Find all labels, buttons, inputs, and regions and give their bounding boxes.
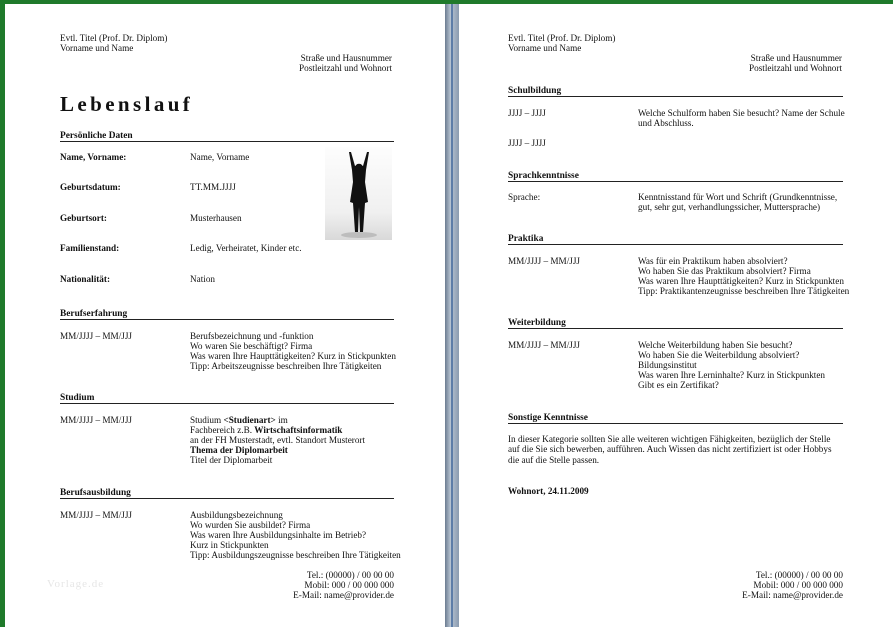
header-name-line: Vorname und Name [60,43,134,53]
header-city: Postleitzahl und Wohnort [749,63,842,73]
personal-value-name: Name, Vorname [190,152,250,162]
further-line-5: Gibt es ein Zertifikat? [638,380,719,390]
study-line-2 [190,425,342,435]
school-text-1: Welche Schulform haben Sie besucht? Name der Schule und Abschluss. [638,108,845,129]
header-street: Straße und Hausnummer [300,53,392,63]
footer-email: E-Mail: name@provider.de [742,590,843,600]
study-line-3: an der FH Musterstadt, evtl. Standort Musterort [190,435,366,445]
section-heading-school: Schulbildung [508,86,562,96]
study-date: MM/JJJJ – MM/JJJ [60,415,132,425]
study-line-1c: im [275,415,288,425]
footer-tel: Tel.: (00000) / 00 00 00 [306,570,394,580]
section-rule [60,403,394,404]
section-rule [508,423,843,424]
header-title-line: Evtl. Titel (Prof. Dr. Diplom) [60,33,168,43]
further-line-3: Bildungsinstitut [638,360,697,370]
section-rule [508,244,843,245]
experience-line-3: Was waren Ihre Haupttätigkeiten? Kurz in Stickpunkten [190,351,396,361]
study-line-1a: Studium [190,415,224,425]
school-date-2: JJJJ – JJJJ [508,138,546,148]
place-date: Wohnort, 24.11.2009 [508,486,589,496]
section-heading-further: Weiterbildung [508,318,566,328]
training-line-3: Was waren Ihre Ausbildungsinhalte im Betrieb? [190,530,367,540]
section-rule [60,498,394,499]
training-date: MM/JJJJ – MM/JJJ [60,510,132,520]
further-line-2: Wo haben Sie die Weiterbildung absolviert? [638,350,800,360]
internship-date: MM/JJJJ – MM/JJJ [508,256,580,266]
training-line-4: Kurz in Stickpunkten [190,540,269,550]
experience-date: MM/JJJJ – MM/JJJ [60,331,132,341]
section-heading-study: Studium [60,393,95,403]
section-heading-languages: Sprachkenntnisse [508,171,579,181]
page-left [5,4,445,627]
further-date: MM/JJJJ – MM/JJJ [508,340,580,350]
footer-mobil: Mobil: 000 / 00 000 000 [753,580,843,590]
personal-label-marital: Familienstand: [60,243,120,253]
personal-label-name: Name, Vorname: [60,152,127,162]
other-text: In dieser Kategorie sollten Sie alle weiteren wichtigen Fähigkeiten, bezüglich der Stelle auf die Sie sich bewerben, aufführen. Auch Wissen das nicht zertifiziert ist oder Hobbys die auf die Stelle passen. [508,434,832,465]
person-silhouette-icon [325,147,392,240]
section-rule [508,96,843,97]
experience-line-1: Berufsbezeichnung und -funktion [190,331,314,341]
further-line-1: Welche Weiterbildung haben Sie besucht? [638,340,793,350]
section-rule [60,319,394,320]
internship-line-3: Was waren Ihre Haupttätigkeiten? Kurz in Stickpunkten [638,276,844,286]
section-rule [60,141,394,142]
study-field: Wirtschaftsinformatik [254,425,343,435]
section-heading-experience: Berufserfahrung [60,309,128,319]
internship-line-4: Tipp: Praktikantenzeugnisse beschreiben Ihre Tätigkeiten [638,286,850,296]
profile-photo [325,147,392,240]
page-right [459,4,893,627]
study-line-1 [190,415,288,425]
internship-line-1: Was für ein Praktikum haben absolviert? [638,256,788,266]
header-street: Straße und Hausnummer [750,53,842,63]
watermark: Vorlage.de [47,578,105,590]
section-rule [508,328,843,329]
study-line-2a: Fachbereich z.B. [190,425,255,435]
personal-label-birthplace: Geburtsort: [60,213,107,223]
experience-line-4: Tipp: Arbeitszeugnisse beschreiben Ihre Tätigkeiten [190,361,382,371]
study-line-5: Titel der Diplomarbeit [190,455,273,465]
study-type: <Studienart> [223,415,276,425]
footer-tel: Tel.: (00000) / 00 00 00 [755,570,843,580]
footer-email: E-Mail: name@provider.de [293,590,394,600]
section-heading-internships: Praktika [508,234,544,244]
document-title: Lebenslauf [60,92,194,116]
footer-mobil: Mobil: 000 / 00 000 000 [304,580,394,590]
section-heading-personal: Persönliche Daten [60,131,133,141]
personal-label-birthdate: Geburtsdatum: [60,182,121,192]
study-line-4: Thema der Diplomarbeit [190,445,288,455]
personal-value-birthplace: Musterhausen [190,213,242,223]
page-divider [451,4,453,627]
personal-label-nationality: Nationalität: [60,274,111,284]
language-text: Kenntnisstand für Wort und Schrift (Grundkenntnisse, gut, sehr gut, verhandlungssicher, Muttersprache) [638,192,838,213]
school-date-1: JJJJ – JJJJ [508,108,546,118]
personal-value-birthdate: TT.MM.JJJJ [190,182,236,192]
internship-line-2: Wo haben Sie das Praktikum absolviert? Firma [638,266,811,276]
training-line-2: Wo wurden Sie ausbildet? Firma [190,520,311,530]
section-rule [508,181,843,182]
training-line-5: Tipp: Ausbildungszeugnisse beschreiben Ihre Tätigkeiten [190,550,401,560]
training-line-1: Ausbildungsbezeichnung [190,510,283,520]
personal-value-marital: Ledig, Verheiratet, Kinder etc. [190,243,302,253]
section-heading-training: Berufsausbildung [60,488,131,498]
further-line-4: Was waren Ihre Lerninhalte? Kurz in Stickpunkten [638,370,826,380]
header-title-line: Evtl. Titel (Prof. Dr. Diplom) [508,33,616,43]
header-city: Postleitzahl und Wohnort [299,63,392,73]
experience-line-2: Wo waren Sie beschäftigt? Firma [190,341,313,351]
personal-value-nationality: Nation [190,274,216,284]
language-label: Sprache: [508,192,541,202]
section-heading-other: Sonstige Kenntnisse [508,413,588,423]
header-name-line: Vorname und Name [508,43,582,53]
